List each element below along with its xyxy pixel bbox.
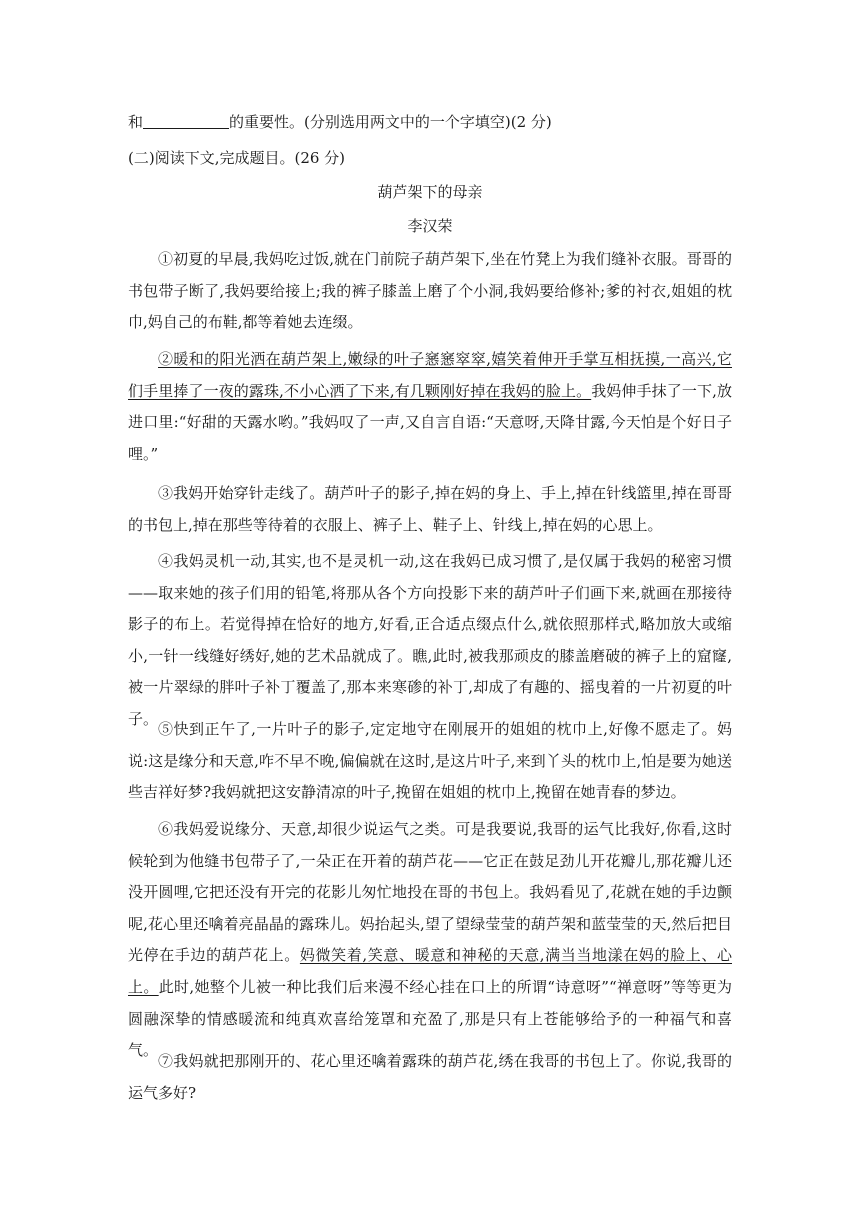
article-author: 李汉荣 — [407, 217, 453, 235]
section-heading: (二)阅读下文,完成题目。(26 分) — [128, 149, 346, 167]
paragraph-4: ④我妈灵机一动,其实,也不是灵机一动,这在我妈已成习惯了,是仅属于我妈的秘密习惯——取来她的孩子们用的铅笔,将那从各个方向投影下来的葫芦叶子们画下来,就画在那接待影子的布上。若觉得掉在恰好的地方,好看,正合适点缀点什么,就依照那样式,略加放大或缩小,一针一线缝好绣好,她的艺术品就成了。瞧,此时,被我那顽皮的膝盖磨破的裤子上的窟窿,被一片翠绿的胖叶子补丁覆盖了,那本来寒碜的补丁,却成了有趣的、摇曳着的一片初夏的叶子。 — [128, 552, 732, 728]
paragraph-3: ③我妈开始穿针走线了。葫芦叶子的影子,掉在妈的身上、手上,掉在针线篮里,掉在哥哥的书包上,掉在那些等待着的衣服上、裤子上、鞋子上、针线上,掉在妈的心思上。 — [128, 484, 732, 534]
paragraph-1: ①初夏的早晨,我妈吃过饭,就在门前院子葫芦架下,坐在竹凳上为我们缝补衣服。哥哥的书包带子断了,我妈要给接上;我的裤子膝盖上磨了个小洞,我妈要给修补;爹的衬衣,姐姐的枕巾,妈自己的布鞋,都等着她去连缀。 — [128, 250, 732, 332]
answer-blank[interactable] — [143, 114, 229, 129]
underlined-sentence-2: 妈微笑着,笑意、暖意和神秘的天意,满当当地漾在妈的脸上、心上。 — [128, 946, 732, 996]
paragraph-2: ②暖和的阳光洒在葫芦架上,嫩绿的叶子窸窸窣窣,嬉笑着伸开手掌互相抚摸,一高兴,它们手里捧了一夜的露珠,不小心洒了下来,有几颗刚好掉在我妈的脸上。我妈伸手抹了一下,放进口里:“好甜的天露水哟。”我妈叹了一声,又自言自语:“天意呀,天降甘露,今天怕是个好日子哩。” — [128, 350, 732, 463]
paragraph-7: ⑦我妈就把那刚开的、花心里还噙着露珠的葫芦花,绣在我哥的书包上了。你说,我哥的运气多好? — [128, 1052, 732, 1102]
article-title: 葫芦架下的母亲 — [377, 183, 483, 201]
paragraph-6: ⑥我妈爱说缘分、天意,却很少说运气之类。可是我要说,我哥的运气比我好,你看,这时候轮到为他缝书包带子了,一朵正在开着的葫芦花——它正在鼓足劲儿开花瓣儿,那花瓣儿还没开圆哩,它把还没有开完的花影儿匆忙地投在哥的书包上。我妈看见了,花就在她的手边颤呢,花心里还噙着亮晶晶的露珠儿。妈抬起头,望了望绿莹莹的葫芦架和蓝莹莹的天,然后把目光停在手边的葫芦花上。妈微笑着,笑意、暖意和神秘的天意,满当当地漾在妈的脸上、心上。此时,她整个儿被一种比我们后来漫不经心挂在口上的所谓“诗意呀”“禅意呀”等等更为圆融深挚的情感暖流和纯真欢喜给笼罩和充盈了,那是只有上苍能够给予的一种福气和喜气。 — [128, 820, 732, 1060]
prev-question-tail: 和 的重要性。(分别选用两文中的一个字填空)(2 分) — [128, 113, 552, 131]
underlined-sentence-1: ②暖和的阳光洒在葫芦架上,嫩绿的叶子窸窸窣窣,嬉笑着伸开手掌互相抚摸,一高兴,它们手里捧了一夜的露珠,不小心洒了下来,有几颗刚好掉在我妈的脸上。 — [128, 350, 732, 400]
paragraph-5: ⑤快到正午了,一片叶子的影子,定定地守在刚展开的姐姐的枕巾上,好像不愿走了。妈说:这是缘分和天意,咋不早不晚,偏偏就在这时,是这片叶子,来到丫头的枕巾上,怕是要为她送些吉祥好梦?我妈就把这安静清凉的叶子,挽留在姐姐的枕巾上,挽留在她青春的梦边。 — [128, 720, 732, 802]
